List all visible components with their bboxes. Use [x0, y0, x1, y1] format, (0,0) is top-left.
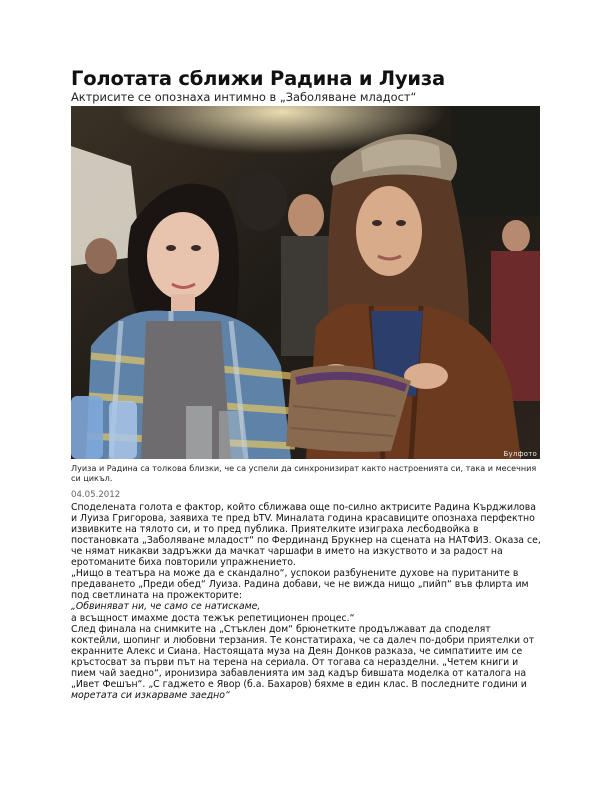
- article-subtitle: Актрисите се опознаха интимно в „Заболяване младост“: [71, 90, 417, 104]
- paragraph: „Нищо в театъра на може да е скандално“, успокои разбунените духове на пуританите в предаването „Преди обед“ Луиза. Радина добави, че не вижда нищо „пийп“ във флирта им под светлината на прожекторите:: [71, 568, 529, 602]
- paragraph: След финала на снимките на „Стъклен дом“ брюнетките продължават да споделят коктейли, шопинг и любовни терзания. Те констатираха, че са далеч по-добри приятелки от екранните Алекс и Сиана. Настоящата муза на Деян Донков разказа, че симпатиите им се кръстосват за първи път на терена на сериала. От тогава са неразделни. „Четем книги и пием чай заедно“, иронизира забавленията им зад кадър бившата моделка от каталога на „Ивет Фешън“. „С гаджето е Явор (б.а. Бахаров) бяхме в един клас. В последните години и: [71, 623, 535, 691]
- photo-caption: Луиза и Радина са толкова близки, че са успели да синхронизират както настроенията си, така и месечния си цикъл.: [71, 463, 537, 484]
- quote-line: „Обвиняват ни, че само се натискаме,: [71, 601, 261, 613]
- article-body: [71, 502, 541, 702]
- article-title: Голотата сближи Радина и Луиза: [71, 67, 445, 90]
- article-photo: [71, 106, 540, 459]
- article: [71, 68, 541, 701]
- paragraph: а всъщност имахме доста тежък репетиционен процес.“: [71, 612, 355, 624]
- article-date: 04.05.2012: [71, 489, 121, 500]
- quote-line: моретата си изкарваме заедно“: [71, 690, 230, 702]
- photo-illustration: [71, 106, 540, 459]
- photo-credit: Булфото: [503, 450, 537, 458]
- paragraph: Споделената голота е фактор, който сближава още по-силно актрисите Радина Кърджилова и Луиза Григорова, заявиха те пред bTV. Миналата година красавиците опознаха перфектно извивките на тялото си, и то пред публика. Приятелките изиграха лесбодвойка в постановката „Заболяване младост“ по Фердинанд Брукнер на сцената на НАТФИЗ. Оказа се, че нямат никакви задръжки да мачкат чаршафи в името на изкуството и за радост на еротоманите биха повторили упражнението.: [71, 501, 541, 569]
